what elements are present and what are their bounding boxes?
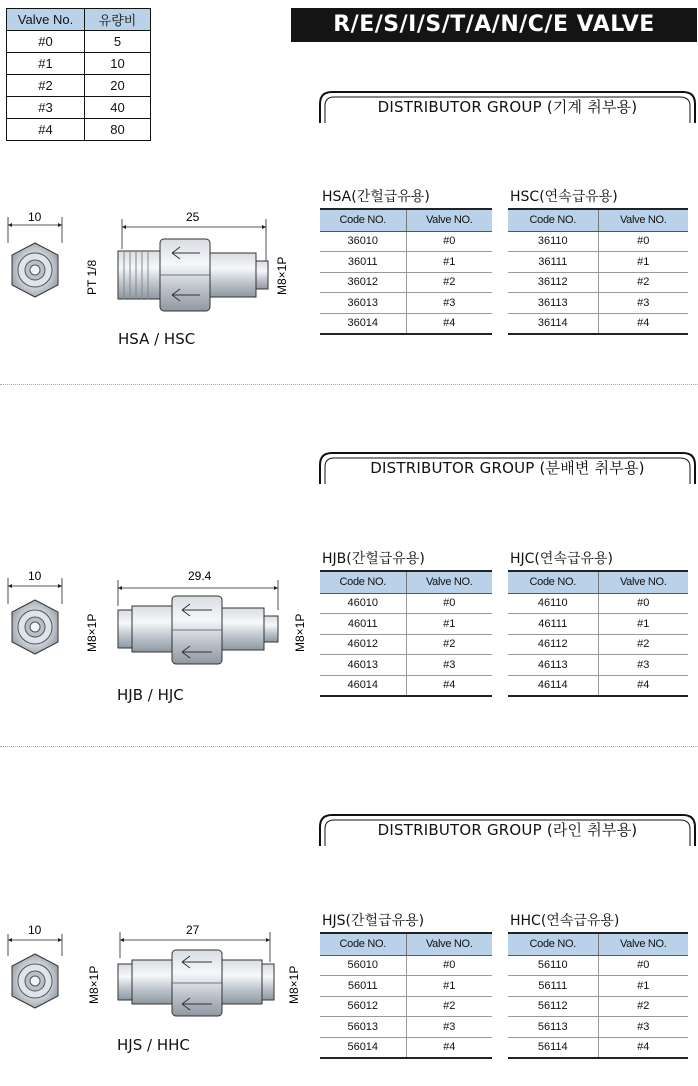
flow-ratio-value: 80 (85, 119, 151, 141)
valve-no: #2 (406, 634, 492, 655)
hjb-code-table (320, 570, 492, 697)
hjc-table-title: HJC(연속급유용) (510, 551, 613, 567)
valve-side-view (118, 219, 268, 311)
table-row (508, 996, 688, 1017)
table-row (320, 1017, 492, 1038)
hsc-table-title: HSC(연속급유용) (510, 189, 618, 205)
code-no: 56113 (508, 1017, 598, 1038)
hjs-hhc-drawing (0, 922, 310, 1037)
hjs-code-table (320, 932, 492, 1059)
code-no: 36113 (508, 293, 598, 314)
valve-no: #4 (598, 313, 688, 334)
section-header-text: DISTRIBUTOR GROUP (분배변 취부용) (370, 459, 645, 477)
valve-no: #4 (598, 675, 688, 696)
section-header-line-mount (318, 813, 697, 847)
section-header-distributor-mount (318, 451, 697, 485)
valve-no: #3 (598, 655, 688, 676)
hjb-hjc-drawing (0, 566, 310, 681)
code-no: 56112 (508, 996, 598, 1017)
hex-dimension: 10 (28, 569, 42, 583)
code-no: 36013 (320, 293, 406, 314)
length-dimension: 29.4 (188, 569, 212, 583)
code-table-header-row (320, 209, 492, 231)
valve-no: #2 (598, 996, 688, 1017)
table-row (508, 293, 688, 314)
table-row (508, 976, 688, 997)
valve-no: #2 (406, 272, 492, 293)
valve-no: #4 (406, 1037, 492, 1058)
hsa-table-title: HSA(간헐급유용) (322, 189, 430, 205)
code-no-header: Code NO. (320, 933, 406, 955)
table-row (508, 593, 688, 614)
code-no-header: Code NO. (320, 209, 406, 231)
length-dimension: 25 (186, 210, 200, 224)
code-no: 56111 (508, 976, 598, 997)
table-row (508, 675, 688, 696)
table-row (508, 655, 688, 676)
valve-no: #3 (598, 293, 688, 314)
valve-no-header: Valve NO. (598, 571, 688, 593)
flow-ratio-header-row (7, 9, 151, 31)
page-title-banner: R/E/S/I/S/T/A/N/C/E VALVE (291, 8, 697, 42)
valve-no: #0 (598, 231, 688, 252)
flow-valve-no: #1 (7, 53, 85, 75)
code-no: 36010 (320, 231, 406, 252)
flow-valve-no: #0 (7, 31, 85, 53)
flow-ratio-value: 5 (85, 31, 151, 53)
valve-no: #0 (406, 593, 492, 614)
code-no: 56011 (320, 976, 406, 997)
code-no: 46012 (320, 634, 406, 655)
code-no-header: Code NO. (508, 209, 598, 231)
table-row (320, 293, 492, 314)
valve-no: #4 (406, 313, 492, 334)
valve-no-header: Valve NO. (406, 209, 492, 231)
valve-no: #1 (598, 614, 688, 635)
right-thread-label: M8×1P (293, 613, 307, 652)
section-divider (0, 746, 698, 747)
hex-end-view (8, 578, 62, 654)
valve-no: #3 (598, 1017, 688, 1038)
valve-no: #1 (406, 614, 492, 635)
code-no: 36111 (508, 252, 598, 273)
valve-no: #4 (598, 1037, 688, 1058)
table-row (320, 955, 492, 976)
table-row (320, 614, 492, 635)
right-thread-label: M8×1P (287, 965, 301, 1004)
section-header-machine-mount (318, 90, 697, 124)
valve-no: #4 (406, 675, 492, 696)
code-no: 46011 (320, 614, 406, 635)
code-no: 46010 (320, 593, 406, 614)
code-table-header-row (508, 933, 688, 955)
flow-ratio-header-ratio: 유량비 (85, 9, 151, 31)
table-row (508, 634, 688, 655)
table-row (320, 593, 492, 614)
hhc-table-title: HHC(연속급유용) (510, 913, 620, 929)
code-table-header-row (508, 209, 688, 231)
valve-no: #2 (598, 272, 688, 293)
code-no: 46111 (508, 614, 598, 635)
valve-side-view (118, 932, 274, 1016)
table-row (508, 313, 688, 334)
table-row (508, 955, 688, 976)
table-row (320, 231, 492, 252)
code-no: 56010 (320, 955, 406, 976)
hex-end-view (8, 934, 62, 1008)
valve-no-header: Valve NO. (598, 933, 688, 955)
code-no-header: Code NO. (320, 571, 406, 593)
code-no: 36011 (320, 252, 406, 273)
table-row (508, 252, 688, 273)
code-table-header-row (320, 933, 492, 955)
valve-no: #3 (406, 293, 492, 314)
hsa-hsc-drawing (0, 205, 300, 320)
flow-ratio-header-valve: Valve No. (7, 9, 85, 31)
table-row (7, 31, 151, 53)
code-no: 46112 (508, 634, 598, 655)
code-no: 36110 (508, 231, 598, 252)
flow-ratio-value: 40 (85, 97, 151, 119)
flow-valve-no: #3 (7, 97, 85, 119)
code-no-header: Code NO. (508, 571, 598, 593)
table-row (508, 272, 688, 293)
flow-ratio-value: 20 (85, 75, 151, 97)
table-row (508, 1037, 688, 1058)
flow-ratio-value: 10 (85, 53, 151, 75)
hsc-code-table (508, 208, 688, 335)
code-no: 56110 (508, 955, 598, 976)
valve-no: #1 (598, 252, 688, 273)
hsa-code-table (320, 208, 492, 335)
valve-no: #3 (406, 1017, 492, 1038)
table-row (508, 1017, 688, 1038)
valve-no: #2 (598, 634, 688, 655)
section-divider (0, 384, 698, 385)
code-no: 46013 (320, 655, 406, 676)
hex-dimension: 10 (28, 923, 42, 937)
valve-no: #0 (406, 955, 492, 976)
valve-no: #0 (598, 593, 688, 614)
code-no: 56012 (320, 996, 406, 1017)
valve-no: #0 (406, 231, 492, 252)
valve-no: #2 (406, 996, 492, 1017)
table-row (7, 119, 151, 141)
left-thread-label: M8×1P (85, 613, 99, 652)
hjc-code-table (508, 570, 688, 697)
table-row (320, 675, 492, 696)
flow-ratio-table (6, 8, 151, 141)
code-no-header: Code NO. (508, 933, 598, 955)
code-no: 46110 (508, 593, 598, 614)
table-row (320, 634, 492, 655)
table-row (508, 614, 688, 635)
hjb-table-title: HJB(간헐급유용) (322, 551, 425, 567)
hex-dimension: 10 (28, 210, 42, 224)
flow-valve-no: #2 (7, 75, 85, 97)
code-no: 36012 (320, 272, 406, 293)
table-row (320, 996, 492, 1017)
code-no: 56014 (320, 1037, 406, 1058)
table-row (7, 53, 151, 75)
left-thread-label: M8×1P (87, 965, 101, 1004)
table-row (320, 252, 492, 273)
valve-no-header: Valve NO. (598, 209, 688, 231)
code-no: 36114 (508, 313, 598, 334)
table-row (7, 97, 151, 119)
left-thread-label: PT 1/8 (85, 259, 99, 295)
code-no: 36112 (508, 272, 598, 293)
code-table-header-row (508, 571, 688, 593)
table-row (320, 313, 492, 334)
model-label: HSA / HSC (118, 330, 196, 348)
table-row (7, 75, 151, 97)
hhc-code-table (508, 932, 688, 1059)
table-row (320, 272, 492, 293)
section-header-text: DISTRIBUTOR GROUP (라인 취부용) (377, 821, 638, 839)
valve-no: #1 (598, 976, 688, 997)
table-row (508, 231, 688, 252)
model-label: HJB / HJC (117, 686, 184, 704)
valve-no: #0 (598, 955, 688, 976)
hjs-table-title: HJS(간헐급유용) (322, 913, 425, 929)
table-row (320, 976, 492, 997)
table-row (320, 655, 492, 676)
code-no: 46114 (508, 675, 598, 696)
hex-end-view (8, 217, 62, 297)
code-no: 56013 (320, 1017, 406, 1038)
code-no: 36014 (320, 313, 406, 334)
code-table-header-row (320, 571, 492, 593)
section-header-text: DISTRIBUTOR GROUP (기계 취부용) (377, 98, 638, 116)
model-label: HJS / HHC (117, 1036, 190, 1054)
valve-no-header: Valve NO. (406, 933, 492, 955)
valve-no: #1 (406, 252, 492, 273)
valve-no: #1 (406, 976, 492, 997)
valve-no-header: Valve NO. (406, 571, 492, 593)
length-dimension: 27 (186, 923, 200, 937)
valve-side-view (118, 580, 278, 664)
right-thread-label: M8×1P (275, 256, 289, 295)
code-no: 56114 (508, 1037, 598, 1058)
code-no: 46014 (320, 675, 406, 696)
flow-valve-no: #4 (7, 119, 85, 141)
table-row (320, 1037, 492, 1058)
code-no: 46113 (508, 655, 598, 676)
valve-no: #3 (406, 655, 492, 676)
